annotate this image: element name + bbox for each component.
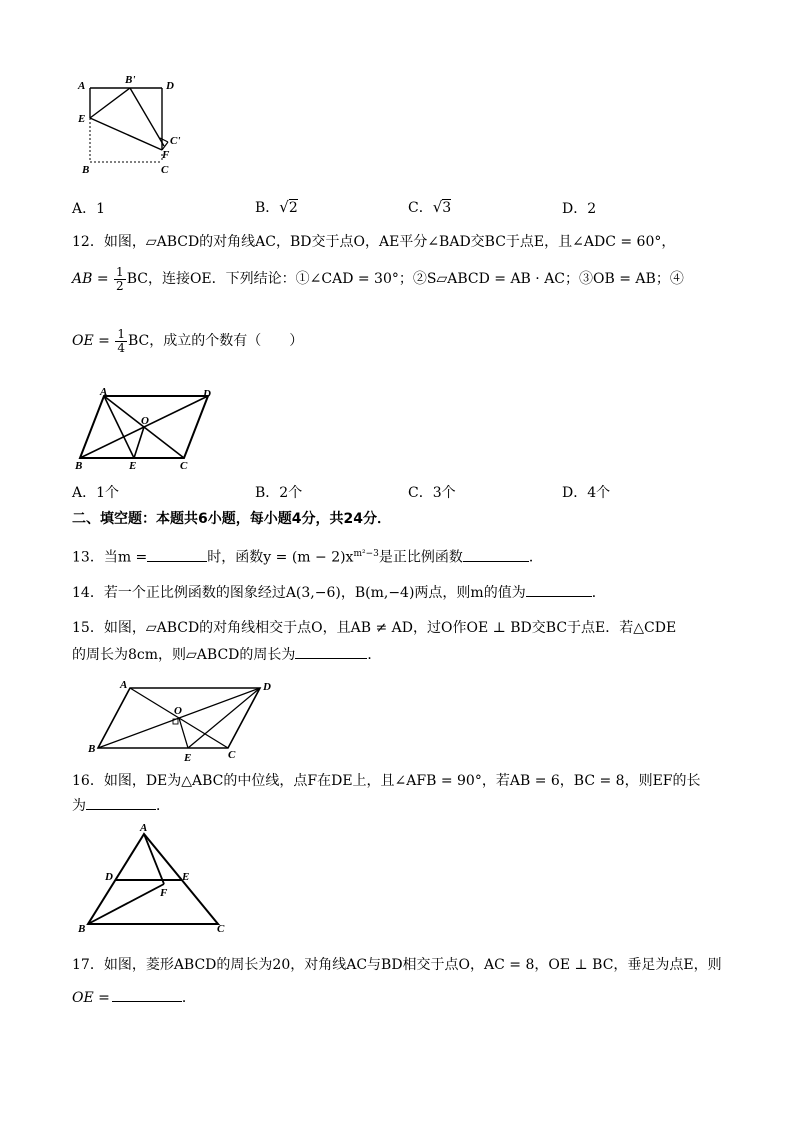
- q17-line-1: 17．如图，菱形ABCD的周长为20，对角线AC与BD相交于点O，AC = 8，OE ⊥ BC，垂足为点E，则: [72, 957, 722, 973]
- label-D: D: [203, 388, 211, 400]
- label-B: B: [88, 743, 96, 755]
- q11-option-a: A．1: [72, 201, 106, 217]
- figure-q11: [72, 72, 192, 180]
- label-C-prime: C': [170, 135, 181, 147]
- label-A: A: [120, 679, 128, 691]
- label-A: A: [78, 80, 86, 92]
- label-B: B: [75, 460, 83, 472]
- label-D: D: [263, 681, 271, 693]
- label-C: C: [161, 164, 169, 176]
- q13-blank-1: [147, 547, 207, 562]
- label-D: D: [105, 871, 113, 883]
- q16-line-2: 为 ．: [72, 795, 170, 816]
- q13-blank-2: [463, 547, 529, 562]
- label-E: E: [182, 871, 190, 883]
- q12-option-d: D．4个: [562, 485, 611, 501]
- section-heading: 二、填空题：本题共6小题，每小题4分，共24分．: [72, 511, 391, 527]
- q16-blank: [86, 795, 156, 810]
- label-B: B: [78, 923, 86, 935]
- label-C: C: [228, 749, 236, 761]
- q12-option-b: B．2个: [255, 485, 303, 501]
- figure-q16: [72, 820, 232, 936]
- label-E: E: [129, 460, 137, 472]
- label-A: A: [140, 822, 148, 834]
- label-E: E: [184, 752, 192, 764]
- q12-option-a: A．1个: [72, 485, 120, 501]
- label-E: E: [78, 113, 86, 125]
- q11-option-d: D．2: [562, 201, 597, 217]
- q11-option-b-prefix: B．: [255, 200, 280, 216]
- q14: 14．若一个正比例函数的图象经过A(3,−6)，B(m,−4)两点，则m的值为 ．: [72, 582, 606, 603]
- q13: 13．当m = 时，函数$y = (m - 2)x^{m^2-3}$是正比例函数 ．: [72, 544, 543, 568]
- fraction-one-quarter: $\frac{1}{4}$: [117, 326, 125, 355]
- q15-line-1: 15．如图，▱ABCD的对角线相交于点O，且AB ≠ AD，过O作OE ⊥ BD交BC于点E．若△CDE: [72, 620, 677, 636]
- q11-option-c-radicand: 3: [442, 200, 452, 216]
- q17-line-2: OE = ．: [72, 987, 196, 1008]
- q12-line-2: AB = $\frac{1}{2}$ BC，连接OE．下列结论：①∠CAD = 30°；②S▱ABCD = AB · AC；③OB = AB；④: [72, 264, 684, 293]
- label-C: C: [180, 460, 188, 472]
- label-B: B: [82, 164, 90, 176]
- q12-line-1: 12．如图，▱ABCD的对角线AC，BD交于点O，AE平分∠BAD交BC于点E，且∠ADC = 60°，: [72, 234, 676, 250]
- q12-line-3: OE = $\frac{1}{4}$ BC，成立的个数有（ ）: [72, 326, 304, 355]
- q15-line-2: 的周长为8cm，则▱ABCD的周长为 ．: [72, 644, 381, 665]
- label-F: F: [162, 149, 170, 161]
- label-B-prime: B': [125, 74, 136, 86]
- q13-exponent: m²−3: [353, 549, 379, 559]
- label-C: C: [217, 923, 225, 935]
- q11-option-b-radicand: 2: [288, 200, 298, 216]
- q12-option-c: C．3个: [408, 485, 456, 501]
- q11-option-b: B．√2: [255, 198, 298, 216]
- label-A: A: [100, 386, 108, 398]
- label-O: O: [141, 415, 149, 427]
- figure-q15: [84, 676, 280, 764]
- label-O: O: [174, 705, 182, 717]
- q11-option-c: C．√3: [408, 198, 452, 216]
- label-D: D: [166, 80, 174, 92]
- figure-q12: [72, 386, 222, 474]
- q11-option-c-prefix: C．: [408, 200, 433, 216]
- q14-blank: [526, 582, 592, 597]
- fraction-one-half: $\frac{1}{2}$: [116, 264, 124, 293]
- q15-blank: [295, 644, 367, 659]
- q16-line-1: 16．如图，DE为△ABC的中位线，点F在DE上，且∠AFB = 90°，若AB = 6，BC = 8，则EF的长: [72, 773, 701, 789]
- q17-blank: [112, 987, 182, 1002]
- label-F: F: [160, 887, 168, 899]
